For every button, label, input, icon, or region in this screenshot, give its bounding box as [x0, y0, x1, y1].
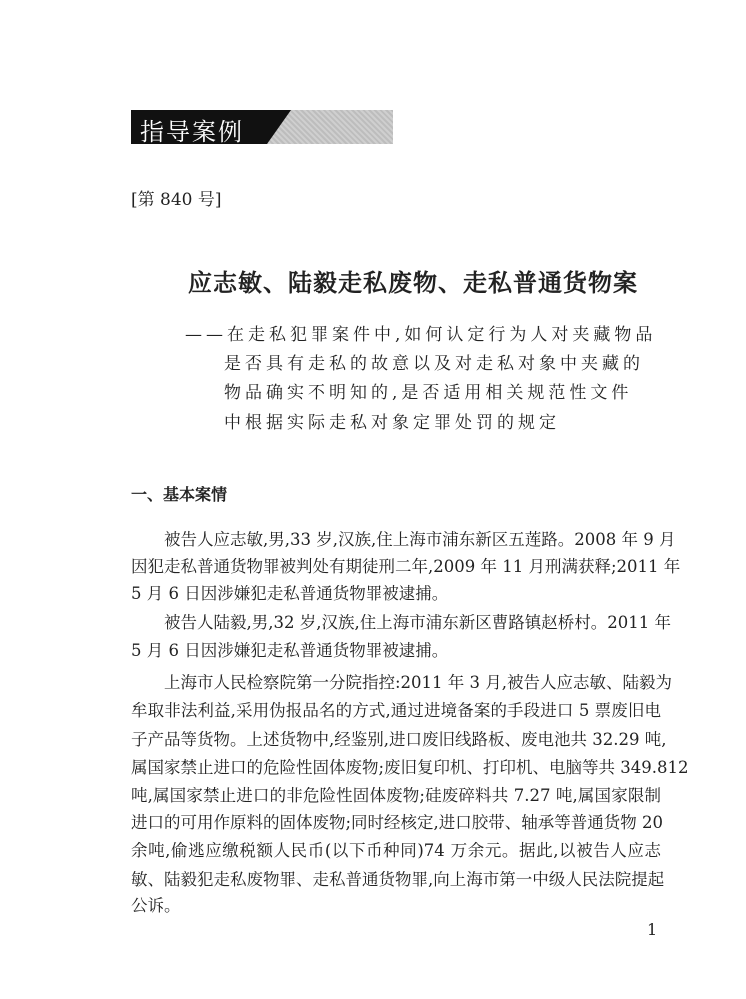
body-line: 牟取非法利益,采用伪报品名的方式,通过进境备案的手段进口 5 票废旧电 — [131, 701, 661, 720]
subtitle-line: 是否具有走私的故意以及对走私对象中夹藏的 — [224, 354, 644, 374]
body-line: 子产品等货物。上述货物中,经鉴别,进口废旧线路板、废电池共 32.29 吨, — [131, 730, 667, 749]
subtitle-line: ——在走私犯罪案件中,如何认定行为人对夹藏物品 — [185, 325, 657, 345]
body-line: 上海市人民检察院第一分院指控:2011 年 3 月,被告人应志敏、陆毅为 — [164, 673, 673, 692]
body-line: 因犯走私普通货物罪被判处有期徒刑二年,2009 年 11 月刑满获释;2011 年 — [131, 557, 681, 576]
guiding-case-banner — [131, 110, 393, 144]
case-title: 应志敏、陆毅走私废物、走私普通货物案 — [188, 268, 638, 297]
body-line: 公诉。 — [131, 896, 181, 915]
body-line: 吨,属国家禁止进口的非危险性固体废物;硅废碎料共 7.27 吨,属国家限制 — [131, 786, 661, 805]
case-number: [第 840 号] — [131, 190, 222, 210]
body-line: 余吨,偷逃应缴税额人民币(以下币种同)74 万余元。据此,以被告人应志 — [131, 841, 661, 860]
body-line: 进口的可用作原料的固体废物;同时经核定,进口胶带、轴承等普通货物 20 — [131, 813, 664, 832]
body-line: 属国家禁止进口的危险性固体废物;废旧复印机、打印机、电脑等共 349.812 — [131, 758, 689, 777]
subtitle-line: 中根据实际走私对象定罪处罚的规定 — [224, 413, 560, 433]
body-line: 5 月 6 日因涉嫌犯走私普通货物罪被逮捕。 — [131, 584, 449, 603]
body-line: 被告人陆毅,男,32 岁,汉族,住上海市浦东新区曹路镇赵桥村。2011 年 — [164, 613, 671, 632]
body-line: 敏、陆毅犯走私废物罪、走私普通货物罪,向上海市第一中级人民法院提起 — [131, 870, 665, 889]
banner-label: 指导案例 — [140, 118, 244, 146]
subtitle-line: 物品确实不明知的,是否适用相关规范性文件 — [224, 383, 633, 403]
body-line: 5 月 6 日因涉嫌犯走私普通货物罪被逮捕。 — [131, 641, 449, 660]
page-number: 1 — [647, 920, 658, 939]
body-line: 被告人应志敏,男,33 岁,汉族,住上海市浦东新区五莲路。2008 年 9 月 — [164, 530, 676, 549]
section-heading: 一、基本案情 — [131, 485, 228, 504]
